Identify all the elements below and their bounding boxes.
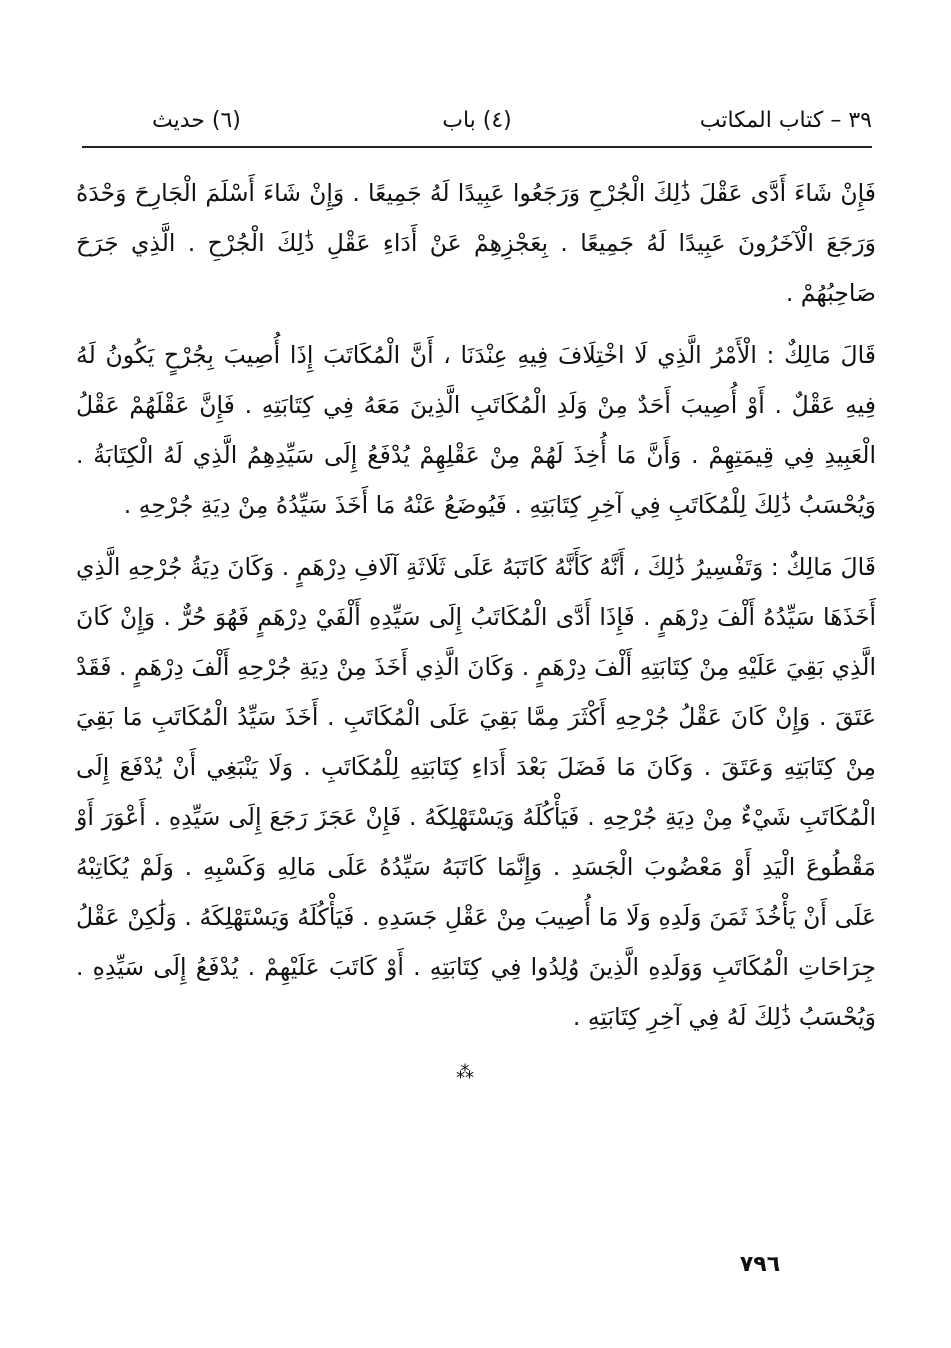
paragraph-3: قَالَ مَالِكٌ : وَتَفْسِيرُ ذَٰلِكَ ، أَنَّهُ كَأَنَّهُ كَاتَبَهُ عَلَى ثَلَاثَةِ آلَافِ دِرْهَمٍ . وَكَانَ دِيَةُ جُرْحِهِ الَّذِي أَخَذَهَا سَيِّدُهُ أَلْفَ دِرْهَمٍ . فَإِذَا أَدَّى الْمُكَاتَبُ إِلَى سَيِّدِهِ أَلْفَيْ دِرْهَمٍ فَهُوَ حُرٌّ . وَإِنْ كَانَ الَّذِي بَقِيَ عَلَيْهِ مِنْ كِتَابَتِهِ أَلْفَ دِرْهَمٍ . وَكَانَ الَّذِي أَخَذَ مِنْ دِيَةِ جُرْحِهِ أَلْفَ دِرْهَمٍ . فَقَدْ عَتَقَ . وَإِنْ كَانَ عَقْلُ جُرْحِهِ أَكْثَرَ مِمَّا بَقِيَ عَلَى الْمُكَاتَبِ . أَخَذَ سَيِّدُ الْمُكَاتَبِ مَا بَقِيَ مِنْ كِتَابَتِهِ وَعَتَقَ . وَكَانَ مَا فَضَلَ بَعْدَ أَدَاءِ كِتَابَتِهِ لِلْمُكَاتَبِ . وَلَا يَنْبَغِي أَنْ يُدْفَعَ إِلَى الْمُكَاتَبِ شَيْءٌ مِنْ دِيَةِ جُرْحِهِ . فَيَأْكُلَهُ وَيَسْتَهْلِكَهُ . فَإِنْ عَجَزَ رَجَعَ إِلَى سَيِّدِهِ . أَعْوَرَ أَوْ مَقْطُوعَ الْيَدِ أَوْ مَعْضُوبَ الْجَسَدِ . وَإِنَّمَا كَاتَبَهُ سَيِّدُهُ عَلَى مَالِهِ وَكَسْبِهِ . وَلَمْ يُكَاتِبْهُ عَلَى أَنْ يَأْخُذَ ثَمَنَ وَلَدِهِ وَلَا مَا أُصِيبَ مِنْ عَقْلِ جَسَدِهِ . فَيَأْكُلَهُ وَيَسْتَهْلِكَهُ . وَلَٰكِنْ عَقْلُ جِرَاحَاتِ الْمُكَاتَبِ وَوَلَدِهِ الَّذِينَ وُلِدُوا فِي كِتَابَتِهِ . أَوْ كَاتَبَ عَلَيْهِمْ . يُدْفَعُ إِلَى سَيِّدِهِ . وَيُحْسَبُ ذَٰلِكَ لَهُ فِي آخِرِ كِتَابَتِهِ . [76, 553, 876, 1031]
text-body [76, 168, 876, 1054]
paragraph-2: قَالَ مَالِكٌ : الْأَمْرُ الَّذِي لَا اخْتِلَافَ فِيهِ عِنْدَنَا ، أَنَّ الْمُكَاتَبَ إِذَا أُصِيبَ بِجُرْحٍ يَكُونُ لَهُ فِيهِ عَقْلٌ . أَوْ أُصِيبَ أَحَدٌ مِنْ وَلَدِ الْمُكَاتَبِ الَّذِينَ مَعَهُ فِي كِتَابَتِهِ . فَإِنَّ عَقْلَهُمْ عَقْلُ الْعَبِيدِ فِي قِيمَتِهِمْ . وَأَنَّ مَا أُخِذَ لَهُمْ مِنْ عَقْلِهِمْ يُدْفَعُ إِلَى سَيِّدِهِمُ الَّذِي لَهُ الْكِتَابَةُ . وَيُحْسَبُ ذَٰلِكَ لِلْمُكَاتَبِ فِي آخِرِ كِتَابَتِهِ . فَيُوضَعُ عَنْهُ مَا أَخَذَ سَيِّدُهُ مِنْ دِيَةِ جُرْحِهِ . [76, 341, 876, 519]
paragraph-1: فَإِنْ شَاءَ أَدَّى عَقْلَ ذَٰلِكَ الْجُرْحِ وَرَجَعُوا عَبِيدًا لَهُ جَمِيعًا . وَإِنْ شَاءَ أَسْلَمَ الْجَارِحَ وَحْدَهُ وَرَجَعَ الْآخَرُونَ عَبِيدًا لَهُ جَمِيعًا . بِعَجْزِهِمْ عَنْ أَدَاءِ عَقْلِ ذَٰلِكَ الْجُرْحِ . الَّذِي جَرَحَ صَاحِبُهُمْ . [76, 179, 876, 307]
ornament-stars: ⁂ [456, 1062, 474, 1083]
book-title: ٣٩ – كتاب المكاتب [699, 108, 872, 133]
chapter-label: (٤) باب [442, 108, 512, 133]
hadith-label: (٦) حديث [152, 108, 241, 133]
page-number: ٧٩٦ [739, 1252, 781, 1277]
page-header [82, 104, 872, 144]
header-rule [82, 146, 872, 148]
